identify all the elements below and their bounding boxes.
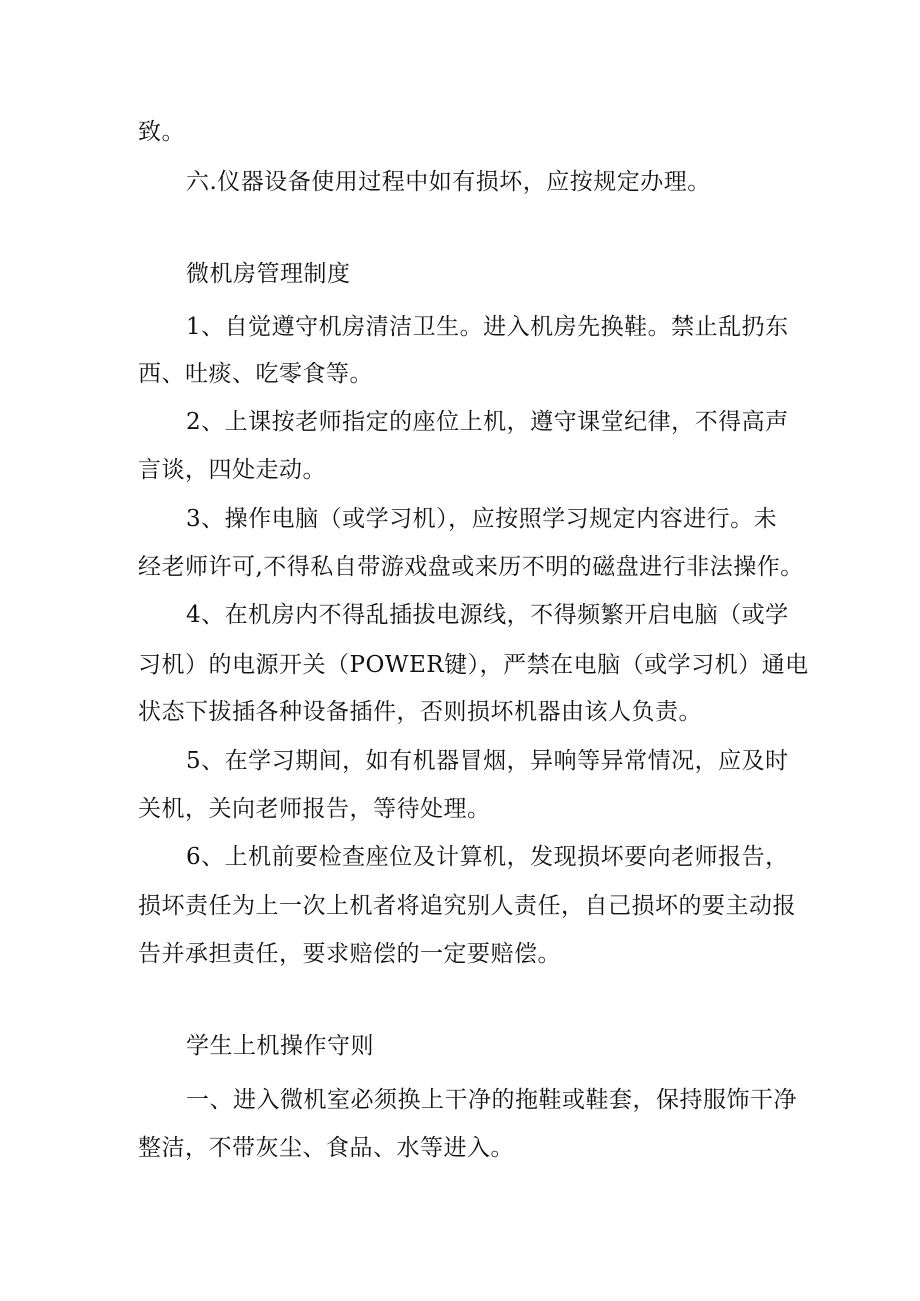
text-line-rule-2b: 言谈，四处走动。 [138, 457, 326, 483]
text-line-rule-5b: 关机，关向老师报告，等待处理。 [138, 796, 491, 822]
text-line-rule-4b: 习机）的电源开关（POWER键），严禁在电脑（或学习机）通电 [138, 652, 809, 678]
text-line-rule-4c: 状态下拔插各种设备插件，否则损坏机器由该人负责。 [138, 699, 702, 725]
text-line-rule-3a: 3、操作电脑（或学习机），应按照学习规定内容进行。未 [186, 506, 778, 532]
text-line-guideline-1b: 整洁，不带灰尘、食品、水等进入。 [138, 1135, 514, 1161]
text-line-rule-5a: 5、在学习期间，如有机器冒烟，异响等异常情况，应及时 [186, 748, 789, 774]
text-line-rule-1a: 1、自觉遵守机房清洁卫生。进入机房先换鞋。禁止乱扔东 [186, 314, 789, 340]
text-line-guideline-1a: 一、进入微机室必须换上干净的拖鞋或鞋套，保持服饰干净 [186, 1087, 797, 1113]
text-line-rule-4a: 4、在机房内不得乱插拔电源线，不得频繁开启电脑（或学 [186, 602, 789, 628]
text-line-2: 六.仪器设备使用过程中如有损坏，应按规定办理。 [186, 169, 711, 195]
section-title-computer-room-rules: 微机房管理制度 [186, 261, 351, 287]
text-line-rule-1b: 西、吐痰、吃零食等。 [138, 361, 373, 387]
text-line-rule-2a: 2、上课按老师指定的座位上机，遵守课堂纪律，不得高声 [186, 409, 789, 435]
text-line-rule-6c: 告并承担责任，要求赔偿的一定要赔偿。 [138, 941, 561, 967]
text-line-rule-6a: 6、上机前要检查座位及计算机，发现损坏要向老师报告， [186, 844, 789, 870]
text-line-1: 致。 [138, 119, 185, 145]
text-line-rule-6b: 损坏责任为上一次上机者将追究别人责任，自己损坏的要主动报 [138, 893, 796, 919]
text-line-rule-3b: 经老师许可,不得私自带游戏盘或来历不明的磁盘进行非法操作。 [138, 554, 804, 580]
section-title-student-guidelines: 学生上机操作守则 [186, 1033, 374, 1059]
